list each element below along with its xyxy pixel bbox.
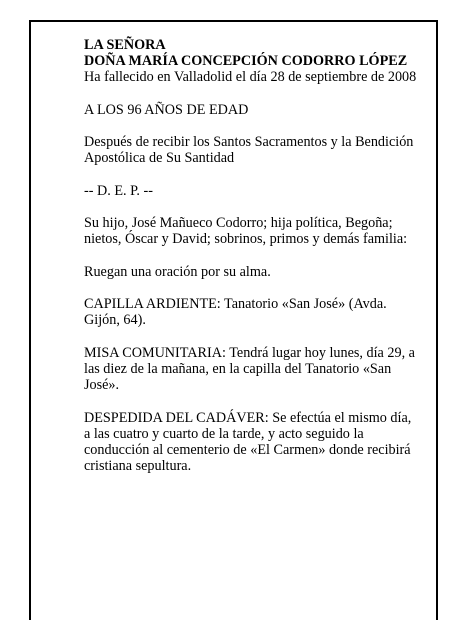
dep-line: -- D. E. P. -- [84,182,153,199]
obituary-content [84,37,420,474]
deceased-name: DOÑA MARÍA CONCEPCIÓN CODORRO LÓPEZ [84,53,408,70]
chapel-info: CAPILLA ARDIENTE: Tanatorio «San José» (Avda. Gijón, 64). [84,296,387,329]
death-statement: Ha fallecido en Valladolid el día 28 de septiembre de 2008 [84,69,417,86]
prayer-request: Ruegan una oración por su alma. [84,263,271,280]
title-la-senora: LA SEÑORA [84,37,166,53]
family-statement: Su hijo, José Mañueco Codorro; hija política, Begoña; nietos, Óscar y David; sobrinos, primos y demás familia: [84,215,408,248]
farewell-info: DESPEDIDA DEL CADÁVER: Se efectúa el mismo día, a las cuatro y cuarto de la tarde, y acto seguido la conducción al cementerio de «El Carmen» donde recibirá cristiana sepultura. [84,409,412,475]
mass-info: MISA COMUNITARIA: Tendrá lugar hoy lunes, día 29, a las diez de la mañana, en la capilla del Tanatorio «San José». [84,344,415,394]
age-statement: A LOS 96 AÑOS DE EDAD [84,101,249,118]
sacraments-statement: Después de recibir los Santos Sacramentos y la Bendición Apostólica de Su Santidad [84,134,414,167]
